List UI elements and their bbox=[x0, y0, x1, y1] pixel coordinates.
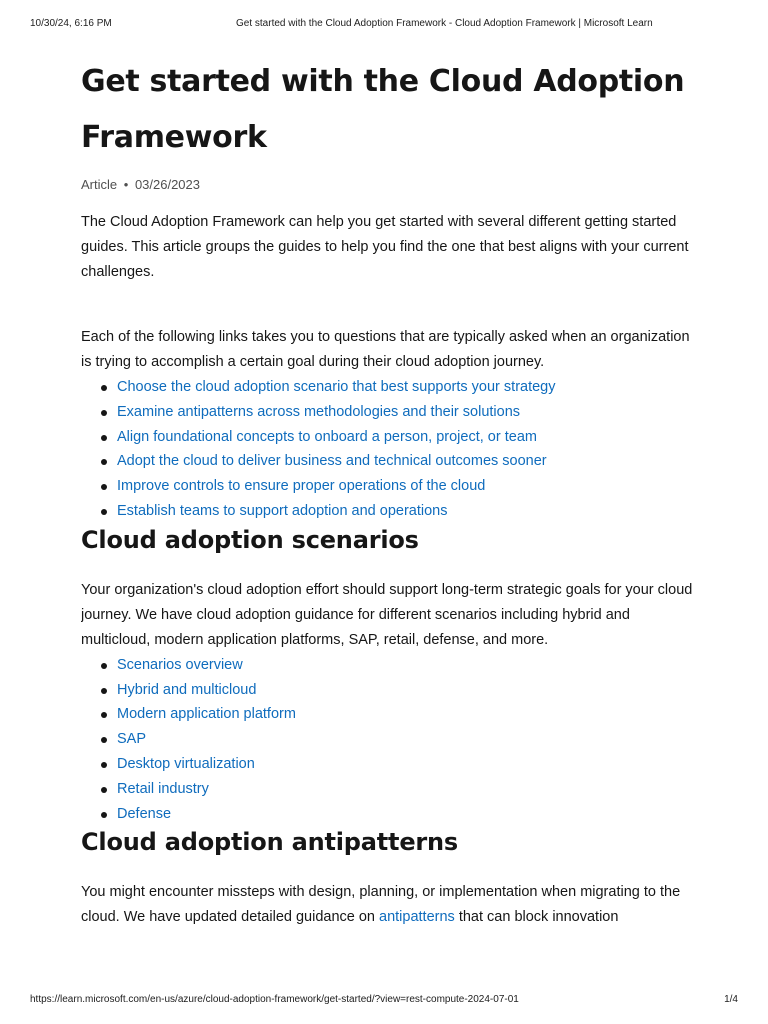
goal-link-antipatterns[interactable]: Examine antipatterns across methodologies and their solutions bbox=[117, 403, 521, 420]
list-item bbox=[81, 449, 701, 474]
scenario-link-defense[interactable]: Defense bbox=[117, 805, 172, 822]
bullet-icon bbox=[101, 435, 107, 441]
bullet-icon bbox=[101, 509, 107, 515]
print-footer bbox=[30, 994, 738, 1008]
goal-links-list bbox=[81, 375, 701, 524]
scenario-links-list bbox=[81, 653, 701, 827]
scenario-link-hybrid[interactable]: Hybrid and multicloud bbox=[117, 681, 257, 698]
bullet-icon bbox=[101, 712, 107, 718]
list-item bbox=[81, 727, 701, 752]
list-item bbox=[81, 653, 701, 678]
bullet-icon bbox=[101, 459, 107, 465]
bullet-icon bbox=[101, 787, 107, 793]
list-item bbox=[81, 777, 701, 802]
list-item bbox=[81, 499, 701, 524]
list-item bbox=[81, 425, 701, 450]
antipatterns-text-before: You might encounter missteps with design, planning, or implementation when migrating to the cloud. We have updated detailed guidance on bbox=[81, 884, 681, 926]
article-content bbox=[81, 54, 701, 989]
meta-separator: • bbox=[123, 177, 129, 192]
list-item bbox=[81, 400, 701, 425]
bullet-icon bbox=[101, 385, 107, 391]
bullet-icon bbox=[101, 812, 107, 818]
bullet-icon bbox=[101, 737, 107, 743]
print-page-number: 1/4 bbox=[724, 994, 738, 1005]
intro-paragraph: The Cloud Adoption Framework can help you get started with several different getting started guides. This article groups the guides to help you find the one that best aligns with your current challenges. bbox=[81, 214, 689, 280]
article-date: 03/26/2023 bbox=[134, 177, 201, 192]
print-header bbox=[30, 18, 738, 32]
print-url: https://learn.microsoft.com/en-us/azure/cloud-adoption-framework/get-started/?view=rest-compute-2024-07-01 bbox=[30, 994, 519, 1005]
bullet-icon bbox=[101, 688, 107, 694]
goal-link-scenario[interactable]: Choose the cloud adoption scenario that best supports your strategy bbox=[117, 379, 556, 395]
list-item bbox=[81, 802, 701, 827]
antipatterns-text-after: that can block innovation bbox=[454, 909, 619, 926]
scenarios-paragraph: Your organization's cloud adoption effort should support long-term strategic goals for your cloud journey. We have cloud adoption guidance for different scenarios including hybrid and multicloud, modern application platforms, SAP, retail, defense, and more. bbox=[81, 581, 693, 648]
scenario-link-modern-app[interactable]: Modern application platform bbox=[117, 706, 296, 723]
antipatterns-link[interactable]: antipatterns bbox=[379, 909, 455, 926]
list-item bbox=[81, 678, 701, 703]
bullet-icon bbox=[101, 762, 107, 768]
bullet-icon bbox=[101, 410, 107, 416]
bullet-icon bbox=[101, 484, 107, 490]
section-heading-antipatterns: Cloud adoption antipatterns bbox=[81, 828, 459, 857]
print-page-title: Get started with the Cloud Adoption Framework - Cloud Adoption Framework | Microsoft Learn bbox=[236, 18, 653, 29]
goal-link-adopt[interactable]: Adopt the cloud to deliver business and technical outcomes sooner bbox=[117, 453, 547, 470]
list-item bbox=[81, 752, 701, 777]
list-item bbox=[81, 474, 701, 499]
article-type: Article bbox=[81, 177, 118, 192]
section-heading-scenarios: Cloud adoption scenarios bbox=[81, 525, 419, 554]
page-title: Get started with the Cloud Adoption Framework bbox=[81, 64, 685, 155]
article-meta bbox=[81, 176, 701, 194]
scenario-link-retail[interactable]: Retail industry bbox=[117, 780, 209, 797]
links-intro-paragraph: Each of the following links takes you to questions that are typically asked when an organization is trying to accomplish a certain goal during their cloud adoption journey. bbox=[81, 329, 690, 370]
antipatterns-paragraph bbox=[81, 880, 701, 930]
print-datetime: 10/30/24, 6:16 PM bbox=[30, 18, 112, 29]
list-item bbox=[81, 375, 701, 400]
bullet-icon bbox=[101, 663, 107, 669]
scenario-link-sap[interactable]: SAP bbox=[117, 731, 147, 748]
goal-link-improve-controls[interactable]: Improve controls to ensure proper operations of the cloud bbox=[117, 478, 486, 495]
scenario-link-overview[interactable]: Scenarios overview bbox=[117, 656, 243, 673]
scenario-link-desktop-virtualization[interactable]: Desktop virtualization bbox=[117, 755, 255, 772]
list-item bbox=[81, 702, 701, 727]
goal-link-establish-teams[interactable]: Establish teams to support adoption and operations bbox=[117, 502, 448, 519]
goal-link-align[interactable]: Align foundational concepts to onboard a person, project, or team bbox=[117, 428, 537, 445]
